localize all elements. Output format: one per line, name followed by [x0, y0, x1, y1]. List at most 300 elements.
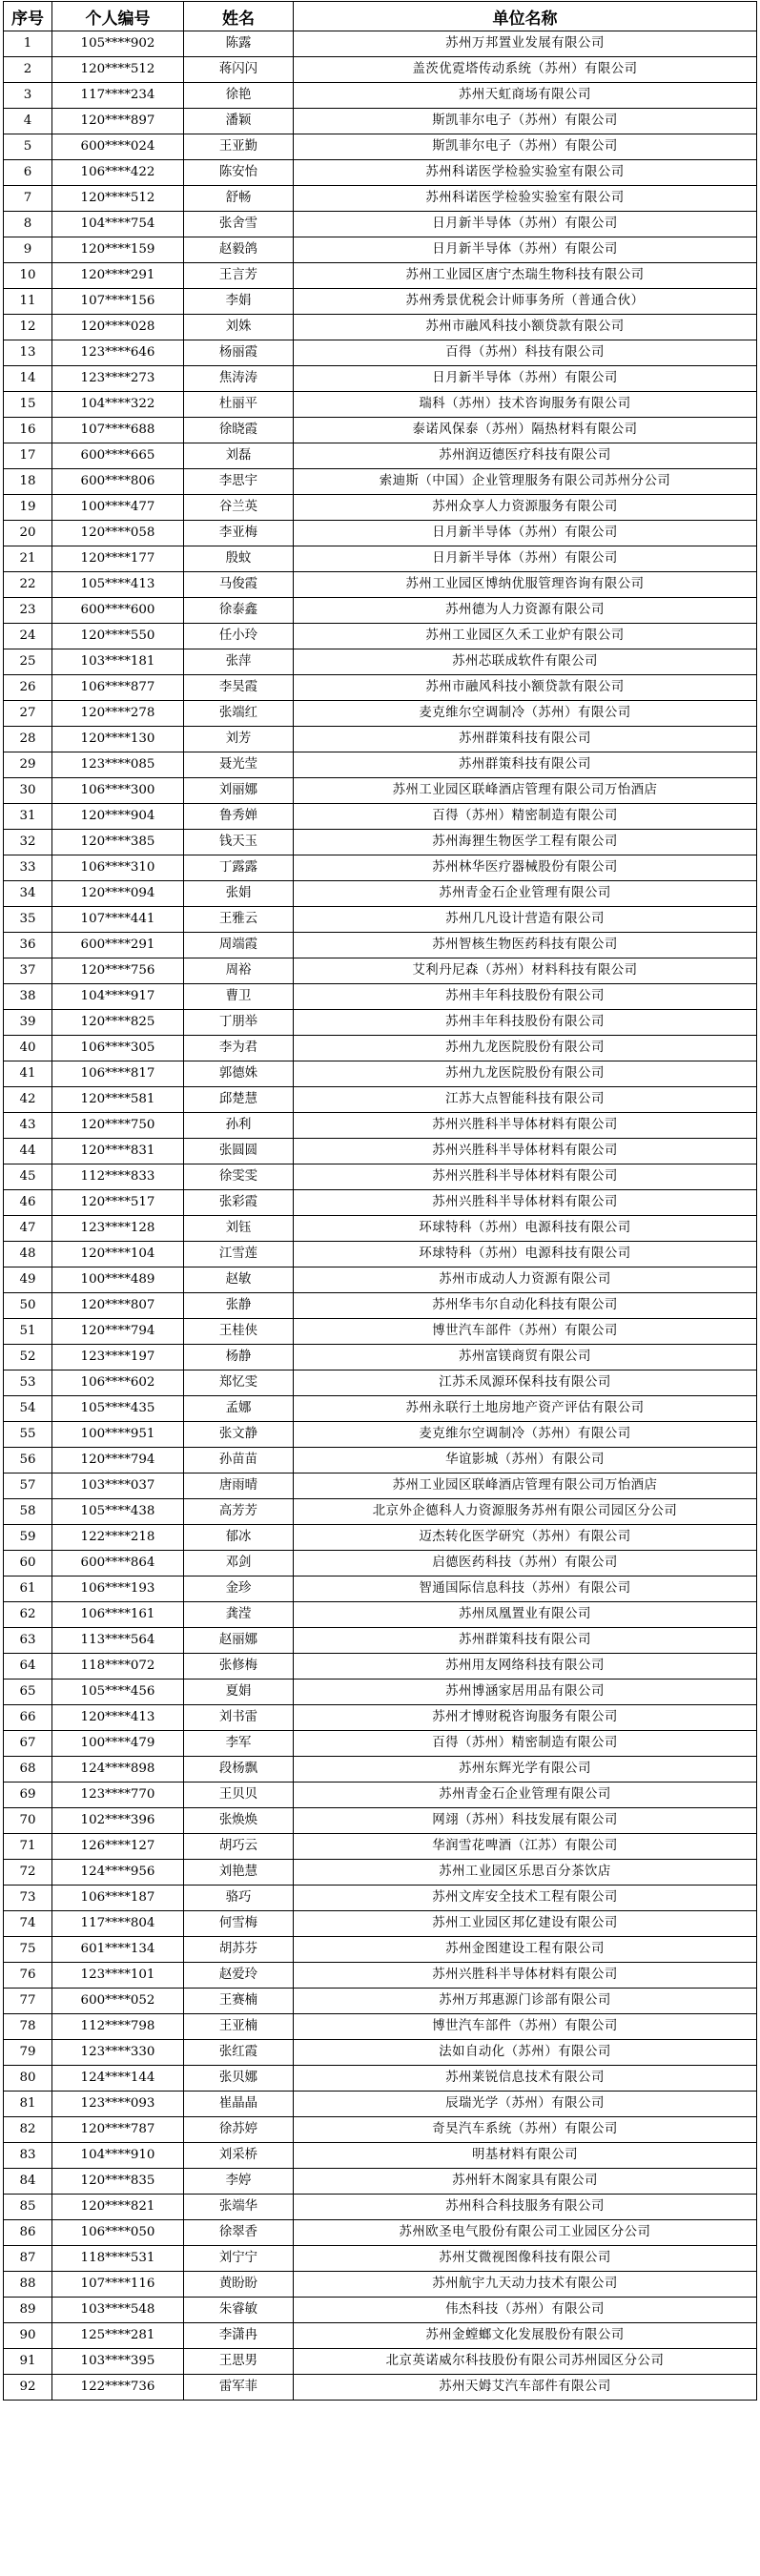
cell-unit: 苏州永联行土地房地产资产评估有限公司	[294, 1396, 757, 1422]
table-row	[4, 1473, 757, 1499]
cell-unit: 苏州众享人力资源服务有限公司	[294, 495, 757, 521]
cell-id: 106****187	[52, 1886, 184, 1911]
table-row	[4, 289, 757, 315]
cell-name: 张贝娜	[184, 2066, 294, 2092]
cell-name: 徐雯雯	[184, 1164, 294, 1190]
cell-id: 120****821	[52, 2195, 184, 2220]
cell-unit: 苏州轩木阁家具有限公司	[294, 2169, 757, 2195]
cell-seq: 34	[4, 881, 52, 907]
cell-unit: 苏州芯联成软件有限公司	[294, 649, 757, 675]
table-row	[4, 186, 757, 212]
cell-id: 123****197	[52, 1345, 184, 1370]
cell-name: 张红霞	[184, 2040, 294, 2066]
cell-unit: 苏州天姆艾汽车部件有限公司	[294, 2375, 757, 2401]
cell-seq: 88	[4, 2272, 52, 2298]
cell-name: 钱天玉	[184, 830, 294, 855]
cell-unit: 瑞科（苏州）技术咨询服务有限公司	[294, 392, 757, 418]
cell-id: 120****094	[52, 881, 184, 907]
cell-name: 殷蚊	[184, 546, 294, 572]
cell-seq: 89	[4, 2298, 52, 2323]
cell-seq: 41	[4, 1061, 52, 1087]
cell-seq: 23	[4, 598, 52, 624]
cell-id: 105****435	[52, 1396, 184, 1422]
table-row	[4, 2246, 757, 2272]
cell-id: 112****798	[52, 2014, 184, 2040]
cell-seq: 36	[4, 933, 52, 958]
cell-id: 120****750	[52, 1113, 184, 1139]
cell-name: 王言芳	[184, 263, 294, 289]
cell-name: 舒畅	[184, 186, 294, 212]
cell-unit: 苏州秀景优税会计师事务所（普通合伙）	[294, 289, 757, 315]
cell-unit: 苏州兴胜科半导体材料有限公司	[294, 1139, 757, 1164]
cell-name: 鲁秀婵	[184, 804, 294, 830]
cell-seq: 78	[4, 2014, 52, 2040]
cell-seq: 6	[4, 160, 52, 186]
cell-seq: 44	[4, 1139, 52, 1164]
cell-seq: 76	[4, 1963, 52, 1989]
cell-name: 刘艳慧	[184, 1860, 294, 1886]
cell-seq: 90	[4, 2323, 52, 2349]
cell-unit: 苏州艾微视图像科技有限公司	[294, 2246, 757, 2272]
cell-seq: 56	[4, 1448, 52, 1473]
table-row	[4, 315, 757, 340]
cell-unit: 苏州博涵家居用品有限公司	[294, 1680, 757, 1705]
table-row	[4, 1036, 757, 1061]
cell-unit: 索迪斯（中国）企业管理服务有限公司苏州分公司	[294, 469, 757, 495]
cell-name: 孙苗苗	[184, 1448, 294, 1473]
cell-name: 郭德姝	[184, 1061, 294, 1087]
table-row	[4, 2323, 757, 2349]
cell-id: 120****413	[52, 1705, 184, 1731]
table-row	[4, 1731, 757, 1757]
cell-unit: 苏州几凡设计营造有限公司	[294, 907, 757, 933]
cell-id: 123****646	[52, 340, 184, 366]
cell-name: 李昊霞	[184, 675, 294, 701]
cell-unit: 江苏大点智能科技有限公司	[294, 1087, 757, 1113]
cell-name: 李亚梅	[184, 521, 294, 546]
cell-seq: 66	[4, 1705, 52, 1731]
cell-unit: 苏州万邦置业发展有限公司	[294, 31, 757, 57]
cell-name: 王贝贝	[184, 1783, 294, 1808]
cell-unit: 苏州工业园区联峰酒店管理有限公司万怡酒店	[294, 1473, 757, 1499]
cell-seq: 80	[4, 2066, 52, 2092]
cell-unit: 苏州群策科技有限公司	[294, 1628, 757, 1654]
table-row	[4, 160, 757, 186]
table-row	[4, 2066, 757, 2092]
cell-seq: 28	[4, 727, 52, 752]
cell-unit: 苏州兴胜科半导体材料有限公司	[294, 1164, 757, 1190]
table-row	[4, 1989, 757, 2014]
cell-id: 124****956	[52, 1860, 184, 1886]
cell-seq: 31	[4, 804, 52, 830]
cell-id: 600****291	[52, 933, 184, 958]
cell-seq: 84	[4, 2169, 52, 2195]
table-row	[4, 1808, 757, 1834]
cell-seq: 54	[4, 1396, 52, 1422]
table-row	[4, 83, 757, 109]
cell-unit: 苏州林华医疗器械股份有限公司	[294, 855, 757, 881]
cell-name: 刘宁宁	[184, 2246, 294, 2272]
cell-seq: 47	[4, 1216, 52, 1242]
cell-name: 徐泰鑫	[184, 598, 294, 624]
table-row	[4, 212, 757, 237]
cell-name: 邓剑	[184, 1551, 294, 1577]
cell-name: 杜丽平	[184, 392, 294, 418]
cell-unit: 苏州文库安全技术工程有限公司	[294, 1886, 757, 1911]
cell-id: 122****218	[52, 1525, 184, 1551]
cell-unit: 启德医药科技（苏州）有限公司	[294, 1551, 757, 1577]
cell-name: 杨丽霞	[184, 340, 294, 366]
cell-seq: 35	[4, 907, 52, 933]
cell-unit: 苏州莱锐信息技术有限公司	[294, 2066, 757, 2092]
cell-name: 谷兰英	[184, 495, 294, 521]
table-row	[4, 340, 757, 366]
cell-id: 123****330	[52, 2040, 184, 2066]
cell-unit: 百得（苏州）精密制造有限公司	[294, 1731, 757, 1757]
cell-name: 刘磊	[184, 443, 294, 469]
table-row	[4, 1886, 757, 1911]
cell-seq: 3	[4, 83, 52, 109]
cell-name: 周裕	[184, 958, 294, 984]
cell-id: 120****756	[52, 958, 184, 984]
table-row	[4, 1680, 757, 1705]
cell-seq: 38	[4, 984, 52, 1010]
table-row	[4, 1551, 757, 1577]
cell-id: 600****600	[52, 598, 184, 624]
cell-id: 100****951	[52, 1422, 184, 1448]
cell-id: 105****902	[52, 31, 184, 57]
table-row	[4, 1293, 757, 1319]
cell-name: 骆巧	[184, 1886, 294, 1911]
table-row	[4, 1911, 757, 1937]
table-row	[4, 546, 757, 572]
cell-name: 孙利	[184, 1113, 294, 1139]
cell-name: 马俊霞	[184, 572, 294, 598]
cell-name: 雷军菲	[184, 2375, 294, 2401]
cell-seq: 43	[4, 1113, 52, 1139]
cell-seq: 11	[4, 289, 52, 315]
cell-unit: 苏州九龙医院股份有限公司	[294, 1036, 757, 1061]
cell-id: 107****688	[52, 418, 184, 443]
cell-unit: 博世汽车部件（苏州）有限公司	[294, 1319, 757, 1345]
cell-name: 龚滢	[184, 1602, 294, 1628]
table-row	[4, 1860, 757, 1886]
cell-id: 124****898	[52, 1757, 184, 1783]
table-row	[4, 1525, 757, 1551]
header-name: 姓名	[184, 2, 294, 31]
cell-unit: 苏州兴胜科半导体材料有限公司	[294, 1190, 757, 1216]
cell-name: 周端霞	[184, 933, 294, 958]
cell-seq: 25	[4, 649, 52, 675]
table-row	[4, 2117, 757, 2143]
table-row	[4, 1190, 757, 1216]
cell-id: 123****101	[52, 1963, 184, 1989]
cell-id: 123****085	[52, 752, 184, 778]
table-row	[4, 1834, 757, 1860]
cell-name: 徐翠香	[184, 2220, 294, 2246]
cell-seq: 20	[4, 521, 52, 546]
table-row	[4, 2169, 757, 2195]
cell-id: 104****754	[52, 212, 184, 237]
cell-unit: 环球特科（苏州）电源科技有限公司	[294, 1216, 757, 1242]
cell-name: 张文静	[184, 1422, 294, 1448]
cell-id: 122****736	[52, 2375, 184, 2401]
cell-seq: 4	[4, 109, 52, 134]
cell-id: 106****193	[52, 1577, 184, 1602]
cell-seq: 18	[4, 469, 52, 495]
cell-id: 120****028	[52, 315, 184, 340]
cell-unit: 苏州东辉光学有限公司	[294, 1757, 757, 1783]
cell-seq: 58	[4, 1499, 52, 1525]
cell-unit: 苏州润迈德医疗科技有限公司	[294, 443, 757, 469]
cell-name: 郑忆雯	[184, 1370, 294, 1396]
cell-id: 120****278	[52, 701, 184, 727]
cell-id: 106****602	[52, 1370, 184, 1396]
table-row	[4, 778, 757, 804]
cell-seq: 81	[4, 2092, 52, 2117]
cell-seq: 1	[4, 31, 52, 57]
cell-name: 张舍雪	[184, 212, 294, 237]
table-row	[4, 2014, 757, 2040]
cell-unit: 苏州智核生物医药科技有限公司	[294, 933, 757, 958]
cell-seq: 16	[4, 418, 52, 443]
table-row	[4, 1937, 757, 1963]
cell-seq: 5	[4, 134, 52, 160]
cell-name: 徐晓霞	[184, 418, 294, 443]
cell-unit: 北京外企德科人力资源服务苏州有限公司园区分公司	[294, 1499, 757, 1525]
cell-unit: 日月新半导体（苏州）有限公司	[294, 521, 757, 546]
cell-id: 125****281	[52, 2323, 184, 2349]
table-row	[4, 2349, 757, 2375]
cell-id: 120****104	[52, 1242, 184, 1267]
cell-seq: 92	[4, 2375, 52, 2401]
cell-id: 103****181	[52, 649, 184, 675]
cell-name: 张修梅	[184, 1654, 294, 1680]
cell-unit: 苏州海狸生物医学工程有限公司	[294, 830, 757, 855]
cell-unit: 北京英诺威尔科技股份有限公司苏州园区分公司	[294, 2349, 757, 2375]
table-row	[4, 392, 757, 418]
cell-name: 崔晶晶	[184, 2092, 294, 2117]
table-row	[4, 2375, 757, 2401]
cell-unit: 苏州工业园区乐思百分茶饮店	[294, 1860, 757, 1886]
table-row	[4, 1396, 757, 1422]
cell-seq: 21	[4, 546, 52, 572]
cell-unit: 苏州兴胜科半导体材料有限公司	[294, 1963, 757, 1989]
table-row	[4, 1654, 757, 1680]
cell-name: 刘采桥	[184, 2143, 294, 2169]
cell-id: 120****581	[52, 1087, 184, 1113]
table-row	[4, 933, 757, 958]
cell-name: 陈安怡	[184, 160, 294, 186]
cell-unit: 苏州青金石企业管理有限公司	[294, 881, 757, 907]
table-row	[4, 134, 757, 160]
cell-id: 120****385	[52, 830, 184, 855]
cell-id: 104****910	[52, 2143, 184, 2169]
cell-seq: 74	[4, 1911, 52, 1937]
cell-name: 张焕焕	[184, 1808, 294, 1834]
cell-seq: 17	[4, 443, 52, 469]
cell-name: 何雪梅	[184, 1911, 294, 1937]
cell-id: 120****794	[52, 1448, 184, 1473]
cell-id: 123****273	[52, 366, 184, 392]
cell-seq: 33	[4, 855, 52, 881]
cell-unit: 苏州金图建设工程有限公司	[294, 1937, 757, 1963]
table-row	[4, 1705, 757, 1731]
cell-seq: 70	[4, 1808, 52, 1834]
table-row	[4, 727, 757, 752]
cell-unit: 伟杰科技（苏州）有限公司	[294, 2298, 757, 2323]
cell-unit: 斯凯菲尔电子（苏州）有限公司	[294, 134, 757, 160]
cell-seq: 7	[4, 186, 52, 212]
table-row	[4, 263, 757, 289]
cell-name: 刘钰	[184, 1216, 294, 1242]
cell-name: 王桂侠	[184, 1319, 294, 1345]
cell-name: 胡苏芬	[184, 1937, 294, 1963]
cell-name: 李潇冉	[184, 2323, 294, 2349]
table-row	[4, 1963, 757, 1989]
cell-unit: 苏州丰年科技股份有限公司	[294, 1010, 757, 1036]
table-row	[4, 1319, 757, 1345]
cell-seq: 91	[4, 2349, 52, 2375]
cell-unit: 苏州工业园区联峰酒店管理有限公司万怡酒店	[294, 778, 757, 804]
cell-name: 张端红	[184, 701, 294, 727]
cell-name: 李娟	[184, 289, 294, 315]
cell-name: 赵敏	[184, 1267, 294, 1293]
cell-id: 120****512	[52, 186, 184, 212]
cell-id: 104****917	[52, 984, 184, 1010]
cell-seq: 2	[4, 57, 52, 83]
cell-seq: 9	[4, 237, 52, 263]
table-row	[4, 109, 757, 134]
cell-name: 任小玲	[184, 624, 294, 649]
table-row	[4, 1242, 757, 1267]
table-row	[4, 855, 757, 881]
cell-id: 118****072	[52, 1654, 184, 1680]
cell-name: 朱睿敏	[184, 2298, 294, 2323]
cell-seq: 79	[4, 2040, 52, 2066]
cell-seq: 63	[4, 1628, 52, 1654]
cell-seq: 57	[4, 1473, 52, 1499]
cell-seq: 15	[4, 392, 52, 418]
table-row	[4, 443, 757, 469]
cell-seq: 69	[4, 1783, 52, 1808]
cell-unit: 辰瑞光学（苏州）有限公司	[294, 2092, 757, 2117]
cell-name: 张端华	[184, 2195, 294, 2220]
cell-id: 123****128	[52, 1216, 184, 1242]
cell-seq: 10	[4, 263, 52, 289]
cell-seq: 82	[4, 2117, 52, 2143]
cell-name: 孟娜	[184, 1396, 294, 1422]
cell-name: 江雪莲	[184, 1242, 294, 1267]
table-row	[4, 1628, 757, 1654]
cell-name: 张萍	[184, 649, 294, 675]
cell-seq: 29	[4, 752, 52, 778]
cell-unit: 苏州兴胜科半导体材料有限公司	[294, 1113, 757, 1139]
cell-name: 王亚勤	[184, 134, 294, 160]
cell-name: 唐雨晴	[184, 1473, 294, 1499]
cell-unit: 华润雪花啤酒（江苏）有限公司	[294, 1834, 757, 1860]
cell-seq: 30	[4, 778, 52, 804]
cell-name: 潘颖	[184, 109, 294, 134]
cell-id: 120****831	[52, 1139, 184, 1164]
cell-unit: 明基材料有限公司	[294, 2143, 757, 2169]
cell-id: 123****770	[52, 1783, 184, 1808]
cell-unit: 日月新半导体（苏州）有限公司	[294, 237, 757, 263]
cell-id: 600****864	[52, 1551, 184, 1577]
cell-name: 邱楚慧	[184, 1087, 294, 1113]
cell-unit: 苏州市成动人力资源有限公司	[294, 1267, 757, 1293]
cell-id: 105****438	[52, 1499, 184, 1525]
cell-seq: 72	[4, 1860, 52, 1886]
cell-name: 张彩霞	[184, 1190, 294, 1216]
cell-seq: 8	[4, 212, 52, 237]
cell-seq: 42	[4, 1087, 52, 1113]
cell-id: 120****291	[52, 263, 184, 289]
table-row	[4, 1010, 757, 1036]
cell-name: 丁朋举	[184, 1010, 294, 1036]
cell-id: 120****904	[52, 804, 184, 830]
cell-unit: 苏州市融风科技小额贷款有限公司	[294, 675, 757, 701]
cell-seq: 60	[4, 1551, 52, 1577]
cell-id: 120****835	[52, 2169, 184, 2195]
cell-unit: 苏州科诺医学检验实验室有限公司	[294, 186, 757, 212]
cell-name: 张娟	[184, 881, 294, 907]
cell-unit: 日月新半导体（苏州）有限公司	[294, 546, 757, 572]
table-row	[4, 2272, 757, 2298]
cell-name: 黄盼盼	[184, 2272, 294, 2298]
cell-id: 120****825	[52, 1010, 184, 1036]
table-row	[4, 2092, 757, 2117]
cell-id: 105****413	[52, 572, 184, 598]
cell-unit: 日月新半导体（苏州）有限公司	[294, 212, 757, 237]
cell-unit: 百得（苏州）科技有限公司	[294, 340, 757, 366]
cell-name: 赵毅鸽	[184, 237, 294, 263]
table-body	[4, 31, 757, 2401]
cell-name: 王思男	[184, 2349, 294, 2375]
cell-seq: 14	[4, 366, 52, 392]
cell-id: 103****548	[52, 2298, 184, 2323]
table-row	[4, 649, 757, 675]
table-row	[4, 1061, 757, 1087]
cell-name: 段杨飘	[184, 1757, 294, 1783]
cell-seq: 71	[4, 1834, 52, 1860]
cell-id: 106****300	[52, 778, 184, 804]
cell-id: 124****144	[52, 2066, 184, 2092]
cell-id: 118****531	[52, 2246, 184, 2272]
cell-seq: 67	[4, 1731, 52, 1757]
table-row	[4, 1345, 757, 1370]
cell-unit: 苏州丰年科技股份有限公司	[294, 984, 757, 1010]
table-row	[4, 469, 757, 495]
cell-seq: 61	[4, 1577, 52, 1602]
cell-id: 107****156	[52, 289, 184, 315]
cell-seq: 49	[4, 1267, 52, 1293]
cell-unit: 苏州金螳螂文化发展股份有限公司	[294, 2323, 757, 2349]
cell-id: 600****806	[52, 469, 184, 495]
cell-seq: 37	[4, 958, 52, 984]
table-row	[4, 958, 757, 984]
table-row	[4, 495, 757, 521]
cell-seq: 83	[4, 2143, 52, 2169]
cell-id: 102****396	[52, 1808, 184, 1834]
cell-name: 王雅云	[184, 907, 294, 933]
table-row	[4, 1267, 757, 1293]
cell-unit: 斯凯菲尔电子（苏州）有限公司	[294, 109, 757, 134]
cell-id: 104****322	[52, 392, 184, 418]
cell-unit: 日月新半导体（苏州）有限公司	[294, 366, 757, 392]
cell-name: 张静	[184, 1293, 294, 1319]
cell-unit: 苏州工业园区久禾工业炉有限公司	[294, 624, 757, 649]
